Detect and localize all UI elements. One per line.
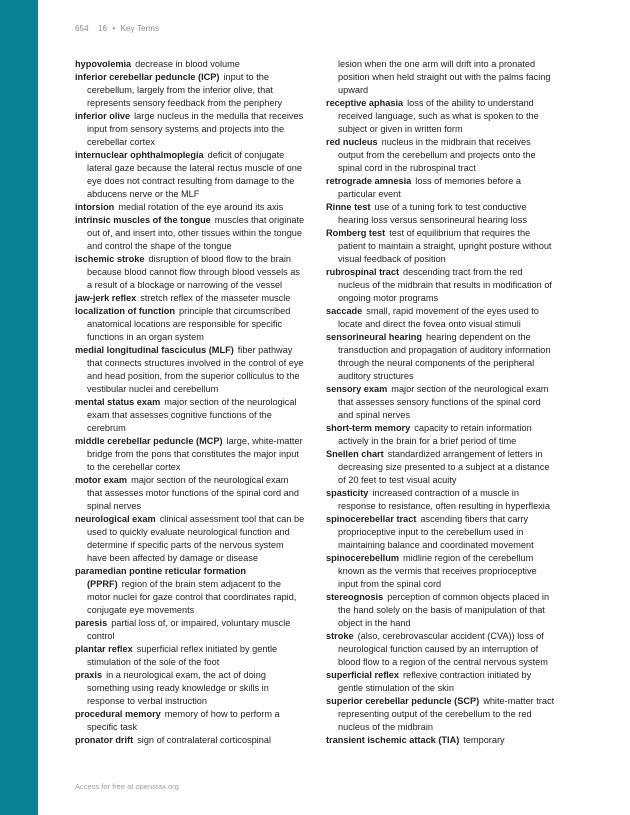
glossary-definition: descending tract from the red nucleus of the midbrain that results in modification of ongoing motor programs <box>338 267 552 303</box>
glossary-entry <box>75 292 305 305</box>
glossary-left-column <box>75 58 305 747</box>
glossary-entry <box>75 214 305 253</box>
glossary-definition: reflexive contraction initiated by gentle stimulation of the skin <box>338 670 532 693</box>
header-separator: • <box>112 24 116 33</box>
glossary-term: ischemic stroke <box>75 254 145 264</box>
glossary-definition: input to the cerebellum, largely from the inferior olive, that represents sensory feedback from the periphery <box>87 72 283 108</box>
glossary-definition: nucleus in the midbrain that receives output from the cerebellum and projects onto the spinal cord in the rubrospinal tract <box>338 137 536 173</box>
glossary-term: pronator drift <box>75 735 134 745</box>
glossary-term: stroke <box>326 631 354 641</box>
glossary-entry <box>326 175 556 201</box>
glossary-definition: medial rotation of the eye around its axis <box>118 202 284 212</box>
glossary-right-column <box>326 58 556 747</box>
glossary-term: sensory exam <box>326 384 388 394</box>
glossary-entry <box>75 110 305 149</box>
glossary-entry <box>75 149 305 201</box>
glossary-term: saccade <box>326 306 363 316</box>
glossary-term: sensorineural hearing <box>326 332 422 342</box>
glossary-entry <box>326 422 556 448</box>
glossary-entry <box>75 474 305 513</box>
glossary-entry <box>75 253 305 292</box>
glossary-term: receptive aphasia <box>326 98 404 108</box>
glossary-definition: region of the brain stem adjacent to the motor nuclei for gaze control that coordinates rapid, conjugate eye movements <box>87 579 297 615</box>
glossary-definition: hearing dependent on the transduction and propagation of auditory information through the neural components of the peripheral auditory structures <box>338 332 551 381</box>
glossary-entry <box>75 734 305 747</box>
glossary-term: Romberg test <box>326 228 386 238</box>
glossary-term: internuclear ophthalmoplegia <box>75 150 204 160</box>
glossary-term: medial longitudinal fasciculus (MLF) <box>75 345 234 355</box>
glossary-entry <box>326 227 556 266</box>
glossary-entry <box>75 643 305 669</box>
glossary-definition: capacity to retain information actively in the brain for a brief period of time <box>338 423 532 446</box>
glossary-definition: muscles that originate out of, and insert into, other tissues within the tongue and control the shape of the tongue <box>87 215 305 251</box>
glossary-term: inferior cerebellar peduncle (ICP) <box>75 72 220 82</box>
glossary-entry <box>326 201 556 227</box>
glossary-definition: decrease in blood volume <box>135 59 240 69</box>
glossary-entry <box>326 305 556 331</box>
section-title: Key Terms <box>120 24 160 33</box>
glossary-definition: superficial reflex initiated by gentle stimulation of the sole of the foot <box>87 644 278 667</box>
glossary-definition: major section of the neurological exam that assesses motor functions of the spinal cord and spinal nerves <box>87 475 299 511</box>
glossary-definition: large, white-matter bridge from the pons that constitutes the major input to the cerebellar cortex <box>87 436 303 472</box>
glossary-definition: in a neurological exam, the act of doing something using ready knowledge or skills in response to verbal instruction <box>87 670 269 706</box>
glossary-term: hypovolemia <box>75 59 132 69</box>
glossary-entry <box>326 97 556 136</box>
page-number: 654 <box>75 24 89 33</box>
glossary-definition: (also, cerebrovascular accident (CVA)) loss of neurological function caused by an interruption of blood flow to a region of the central nervous system <box>338 631 548 667</box>
glossary-definition: clinical assessment tool that can be used to quickly evaluate neurological function and determine if specific parts of the nervous system have been affected by damage or disease <box>87 514 305 563</box>
glossary-term: stereognosis <box>326 592 384 602</box>
glossary-entry <box>75 305 305 344</box>
glossary-definition: increased contraction of a muscle in response to resistance, often resulting in hyperflexia <box>338 488 550 511</box>
glossary-definition: large nucleus in the medulla that receives input from sensory systems and projects into the cerebellar cortex <box>87 111 304 147</box>
glossary-entry <box>75 71 305 110</box>
glossary-entry <box>75 617 305 643</box>
glossary-entry <box>75 708 305 734</box>
glossary-term: jaw-jerk reflex <box>75 293 137 303</box>
glossary-term: spinocerebellar tract <box>326 514 417 524</box>
glossary-term: intrinsic muscles of the tongue <box>75 215 211 225</box>
glossary-entry <box>326 695 556 734</box>
glossary-term: Snellen chart <box>326 449 384 459</box>
glossary-term: superior cerebellar peduncle (SCP) <box>326 696 480 706</box>
glossary-entry <box>326 383 556 422</box>
glossary-entry <box>75 513 305 565</box>
glossary-entry <box>326 630 556 669</box>
glossary-definition: use of a tuning fork to test conductive hearing loss versus sensorineural hearing loss <box>338 202 527 225</box>
glossary-definition: deficit of conjugate lateral gaze because the lateral rectus muscle of one eye does not contract resulting from damage to the abducens nerve or the MLF <box>87 150 303 199</box>
glossary-term: retrograde amnesia <box>326 176 412 186</box>
glossary-definition: principle that circumscribed anatomical locations are responsible for specific functions in an organ system <box>87 306 291 342</box>
glossary-entry <box>326 136 556 175</box>
glossary-definition: temporary <box>463 735 505 745</box>
glossary-entry <box>75 344 305 396</box>
glossary-entry <box>326 734 556 747</box>
glossary-definition: small, rapid movement of the eyes used to locate and direct the fovea onto visual stimuli <box>338 306 539 329</box>
glossary-term: praxis <box>75 670 103 680</box>
glossary-term: plantar reflex <box>75 644 133 654</box>
glossary-definition: ascending fibers that carry proprioceptive input to the cerebellum used in maintaining balance and coordinated movement <box>338 514 534 550</box>
glossary-definition: major section of the neurological exam that assesses sensory functions of the spinal cord and spinal nerves <box>338 384 549 420</box>
glossary-definition: test of equilibrium that requires the patient to maintain a straight, upright posture without visual feedback of position <box>338 228 552 264</box>
glossary-term: transient ischemic attack (TIA) <box>326 735 460 745</box>
glossary-definition: white-matter tract representing output of the cerebellum to the red nucleus of the midbrain <box>338 696 555 732</box>
footer-link[interactable]: Access for free at openstax.org <box>75 782 179 791</box>
glossary-term: middle cerebellar peduncle (MCP) <box>75 436 223 446</box>
glossary-entry <box>326 513 556 552</box>
glossary-entry <box>75 669 305 708</box>
glossary-definition: fiber pathway that connects structures involved in the control of eye and head position, from the superior colliculus to the vestibular nuclei and cerebellum <box>87 345 304 394</box>
page-footer[interactable] <box>75 782 179 791</box>
glossary-definition: standardized arrangement of letters in decreasing size presented to a subject at a distance of 20 feet to test visual acuity <box>338 449 550 485</box>
glossary-entry <box>326 669 556 695</box>
glossary-term: red nucleus <box>326 137 378 147</box>
glossary-entry <box>75 396 305 435</box>
glossary-term: motor exam <box>75 475 128 485</box>
glossary-definition: memory of how to perform a specific task <box>87 709 280 732</box>
glossary-term: localization of function <box>75 306 176 316</box>
glossary-term: Rinne test <box>326 202 371 212</box>
glossary-term: spasticity <box>326 488 369 498</box>
glossary-term: paresis <box>75 618 108 628</box>
glossary-term: procedural memory <box>75 709 161 719</box>
glossary-definition: perception of common objects placed in the hand solely on the basis of manipulation of that object in the hand <box>338 592 550 628</box>
glossary-entry <box>326 331 556 383</box>
glossary-definition: major section of the neurological exam that assesses cognitive functions of the cerebrum <box>87 397 297 433</box>
glossary-definition: midline region of the cerebellum known as the vermis that receives proprioceptive input from the spinal cord <box>338 553 537 589</box>
glossary-entry <box>75 435 305 474</box>
glossary-definition: loss of the ability to understand received language, such as what is spoken to the subject or given in written form <box>338 98 539 134</box>
glossary-term: inferior olive <box>75 111 131 121</box>
glossary-definition: partial loss of, or impaired, voluntary muscle control <box>87 618 291 641</box>
glossary-term: mental status exam <box>75 397 161 407</box>
glossary-entry <box>75 565 305 617</box>
glossary-entry <box>326 487 556 513</box>
glossary-term: spinocerebellum <box>326 553 400 563</box>
glossary-entry <box>326 591 556 630</box>
continued-definition <box>326 58 556 97</box>
glossary-term: short-term memory <box>326 423 411 433</box>
glossary-term: superficial reflex <box>326 670 400 680</box>
glossary-definition: stretch reflex of the masseter muscle <box>140 293 291 303</box>
glossary-entry <box>326 266 556 305</box>
glossary-term: rubrospinal tract <box>326 267 400 277</box>
glossary-entry <box>326 448 556 487</box>
glossary-definition: disruption of blood flow to the brain because blood cannot flow through blood vessels as a result of a blockage or narrowing of the vessel <box>87 254 300 290</box>
glossary-entry <box>75 58 305 71</box>
glossary-term: paramedian pontine reticular formation (PPRF) <box>75 566 247 589</box>
glossary-definition: sign of contralateral corticospinal <box>137 735 271 745</box>
glossary-term: neurological exam <box>75 514 156 524</box>
glossary-definition: loss of memories before a particular event <box>338 176 521 199</box>
glossary-term: intorsion <box>75 202 115 212</box>
side-color-bar <box>0 0 38 815</box>
glossary-entry <box>326 552 556 591</box>
chapter-number: 16 <box>97 24 108 33</box>
continued-definition-text: lesion when the one arm will drift into a pronated position when held straight out with the palms facing upward <box>338 59 551 95</box>
page-header <box>75 24 159 33</box>
glossary-entry <box>75 201 305 214</box>
